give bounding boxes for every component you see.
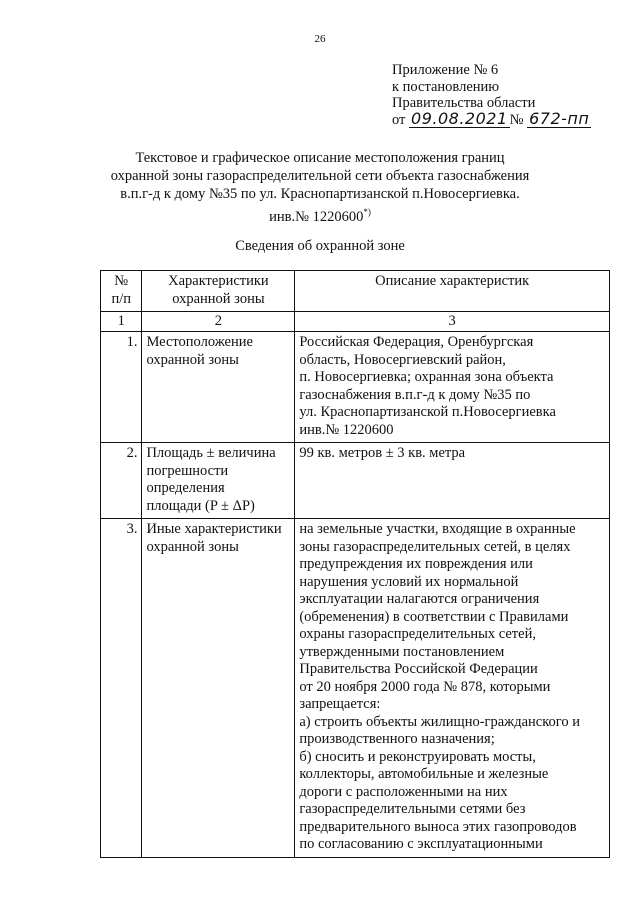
description-line: зоны газораспределительных сетей, в целях bbox=[299, 538, 571, 555]
appendix-line-2: к постановлению bbox=[392, 78, 500, 95]
column-number: 1 bbox=[101, 312, 142, 332]
row-number: 2. bbox=[101, 443, 142, 519]
handwritten-number: 672-пп bbox=[529, 108, 590, 128]
description-line: на земельные участки, входящие в охранные bbox=[299, 521, 576, 537]
description-line: утвержденными постановлением bbox=[299, 643, 505, 660]
inventory-number: инв.№ 1220600 bbox=[269, 208, 364, 225]
appendix-line-3: Правительства области bbox=[392, 95, 536, 111]
title-line-4 bbox=[100, 203, 540, 226]
description-line: газоснабжения в.п.г-д к дому №35 по bbox=[299, 386, 531, 403]
date-slot bbox=[409, 108, 510, 128]
column-number: 2 bbox=[142, 312, 295, 332]
description-line: охраны газораспределительных сетей, bbox=[299, 626, 536, 642]
characteristic-line: площади (P ± ΔP) bbox=[146, 497, 255, 514]
column-number-row bbox=[101, 312, 610, 332]
description-line: б) сносить и реконструировать мосты, bbox=[299, 748, 536, 765]
number-slot bbox=[527, 108, 591, 128]
row-description bbox=[295, 519, 610, 858]
appendix-line-1: Приложение № 6 bbox=[392, 62, 499, 78]
description-line: запрещается: bbox=[299, 696, 381, 712]
characteristic-line: определения bbox=[146, 480, 225, 496]
description-line: предварительного выноса этих газопроводов bbox=[299, 818, 577, 835]
description-line: 99 кв. метров ± 3 кв. метра bbox=[299, 445, 466, 461]
table-row bbox=[101, 332, 610, 443]
section-title: Сведения об охранной зоне bbox=[235, 238, 405, 254]
appendix-date-line bbox=[392, 108, 591, 129]
table-row bbox=[101, 519, 610, 858]
characteristic-line: Местоположение bbox=[146, 334, 253, 350]
title-line-3: в.п.г-д к дому №35 по ул. Краснопартизанской п.Новосергиевка. bbox=[120, 186, 520, 202]
row-number: 3. bbox=[101, 519, 142, 858]
header-number bbox=[101, 271, 142, 312]
number-label: № bbox=[509, 111, 524, 128]
row-characteristic bbox=[142, 332, 295, 443]
description-line: Российская Федерация, Оренбургская bbox=[299, 334, 534, 350]
protection-zone-table bbox=[100, 270, 610, 858]
description-line: газораспределительными сетями без bbox=[299, 801, 526, 817]
document-title bbox=[100, 149, 540, 226]
footnote-mark: *) bbox=[363, 207, 371, 217]
characteristic-line: охранной зоны bbox=[146, 351, 239, 368]
appendix-block bbox=[392, 62, 591, 128]
description-line: дороги с расположенными на них bbox=[299, 783, 508, 800]
row-characteristic bbox=[142, 443, 295, 519]
characteristic-line: погрешности bbox=[146, 462, 229, 479]
header-description: Описание характеристик bbox=[295, 271, 610, 312]
table-header-row bbox=[101, 271, 610, 312]
description-line: (обременения) в соответствии с Правилами bbox=[299, 608, 569, 625]
description-line: коллекторы, автомобильные и железные bbox=[299, 766, 549, 782]
description-line: Правительства Российской Федерации bbox=[299, 661, 538, 677]
row-number: 1. bbox=[101, 332, 142, 443]
header-number-line-1: № bbox=[114, 273, 129, 289]
row-description bbox=[295, 443, 610, 519]
description-line: по согласованию с эксплуатационными bbox=[299, 836, 543, 852]
from-label: от bbox=[392, 111, 406, 128]
title-line-1: Текстовое и графическое описание местоположения границ bbox=[135, 150, 505, 166]
description-line: п. Новосергиевка; охранная зона объекта bbox=[299, 369, 554, 385]
description-line: предупреждения их повреждения или bbox=[299, 556, 533, 572]
column-number: 3 bbox=[295, 312, 610, 332]
characteristic-line: Иные характеристики bbox=[146, 521, 282, 537]
characteristic-line: охранной зоны bbox=[146, 538, 239, 555]
description-line: ул. Краснопартизанской п.Новосергиевка bbox=[299, 404, 556, 420]
header-number-line-2: п/п bbox=[111, 290, 131, 307]
description-line: область, Новосергиевский район, bbox=[299, 351, 506, 368]
handwritten-date: 09.08.2021 bbox=[411, 108, 508, 128]
description-line: эксплуатации налагаются ограничения bbox=[299, 591, 540, 607]
header-characteristics-line-2: охранной зоны bbox=[172, 290, 265, 307]
row-description bbox=[295, 332, 610, 443]
table-row bbox=[101, 443, 610, 519]
description-line: а) строить объекты жилищно-гражданского и bbox=[299, 713, 580, 730]
header-characteristics-line-1: Характеристики bbox=[168, 273, 269, 289]
description-line: нарушения условий их нормальной bbox=[299, 573, 519, 590]
header-characteristics bbox=[142, 271, 295, 312]
description-line: от 20 ноября 2000 года № 878, которыми bbox=[299, 678, 551, 695]
description-line: инв.№ 1220600 bbox=[299, 421, 394, 438]
title-line-2: охранной зоны газораспределительной сети объекта газоснабжения bbox=[110, 168, 530, 184]
characteristic-line: Площадь ± величина bbox=[146, 445, 276, 461]
row-characteristic bbox=[142, 519, 295, 858]
description-line: производственного назначения; bbox=[299, 731, 495, 747]
page-number: 26 bbox=[314, 33, 326, 45]
